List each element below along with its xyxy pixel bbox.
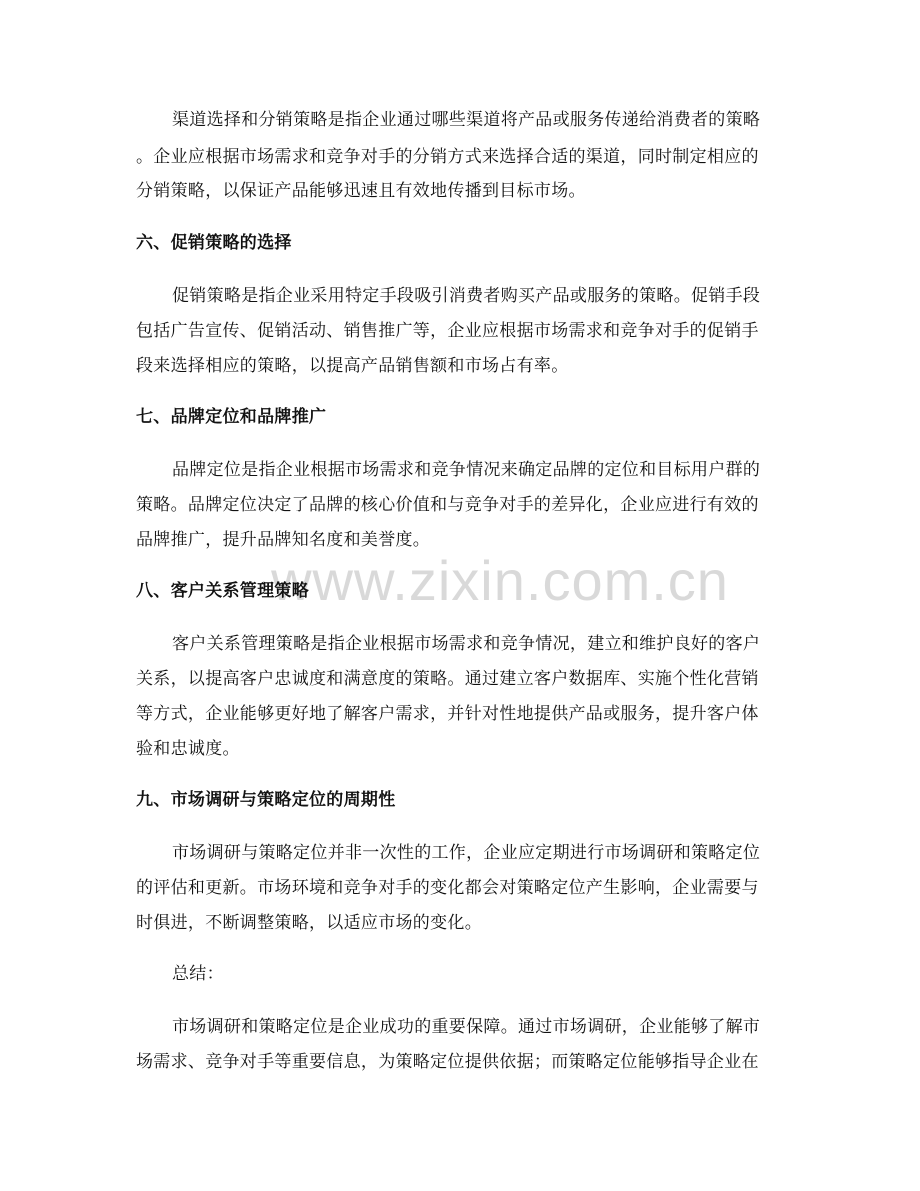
summary-label: 总结： bbox=[172, 964, 224, 984]
paragraph-line: 客户关系管理策略是指企业根据市场需求和竞争情况，建立和维护良好的客户 bbox=[172, 634, 761, 654]
paragraph-line: 关系，以提高客户忠诚度和满意度的策略。通过建立客户数据库、实施个性化营销 bbox=[136, 669, 759, 689]
paragraph-line: 包括广告宣传、促销活动、销售推广等，企业应根据市场需求和竞争对手的促销手 bbox=[136, 321, 759, 341]
paragraph-line: 等方式，企业能够更好地了解客户需求，并针对性地提供产品或服务，提升客户体 bbox=[136, 704, 759, 724]
paragraph-line: 品牌推广，提升品牌知名度和美誉度。 bbox=[136, 530, 431, 550]
paragraph-line: 品牌定位是指企业根据市场需求和竞争情况来确定品牌的定位和目标用户群的 bbox=[172, 460, 761, 480]
paragraph-line: 。企业应根据市场需求和竞争对手的分销方式来选择合适的渠道，同时制定相应的 bbox=[136, 147, 759, 167]
paragraph-line: 的评估和更新。市场环境和竞争对手的变化都会对策略定位产生影响，企业需要与 bbox=[136, 878, 759, 898]
section-heading-7: 七、品牌定位和品牌推广 bbox=[136, 407, 327, 427]
watermark: www.zixin.com.cn bbox=[271, 549, 729, 612]
paragraph-line: 场需求、竞争对手等重要信息，为策略定位提供依据；而策略定位能够指导企业在 bbox=[136, 1052, 759, 1072]
paragraph-line: 段来选择相应的策略，以提高产品销售额和市场占有率。 bbox=[136, 356, 569, 376]
paragraph-line: 策略。品牌定位决定了品牌的核心价值和与竞争对手的差异化，企业应进行有效的 bbox=[136, 495, 759, 515]
section-heading-8: 八、客户关系管理策略 bbox=[136, 581, 309, 601]
section-heading-6: 六、促销策略的选择 bbox=[136, 233, 292, 253]
section-heading-9: 九、市场调研与策略定位的周期性 bbox=[136, 790, 396, 810]
paragraph-line: 促销策略是指企业采用特定手段吸引消费者购买产品或服务的策略。促销手段 bbox=[172, 286, 761, 306]
paragraph-line: 渠道选择和分销策略是指企业通过哪些渠道将产品或服务传递给消费者的策略 bbox=[172, 110, 761, 130]
paragraph-line: 验和忠诚度。 bbox=[136, 739, 240, 759]
paragraph-line: 市场调研与策略定位并非一次性的工作，企业应定期进行市场调研和策略定位 bbox=[172, 843, 761, 863]
paragraph-line: 时俱进，不断调整策略，以适应市场的变化。 bbox=[136, 913, 482, 933]
paragraph-line: 市场调研和策略定位是企业成功的重要保障。通过市场调研，企业能够了解市 bbox=[172, 1017, 761, 1037]
paragraph-line: 分销策略，以保证产品能够迅速且有效地传播到目标市场。 bbox=[136, 181, 586, 201]
